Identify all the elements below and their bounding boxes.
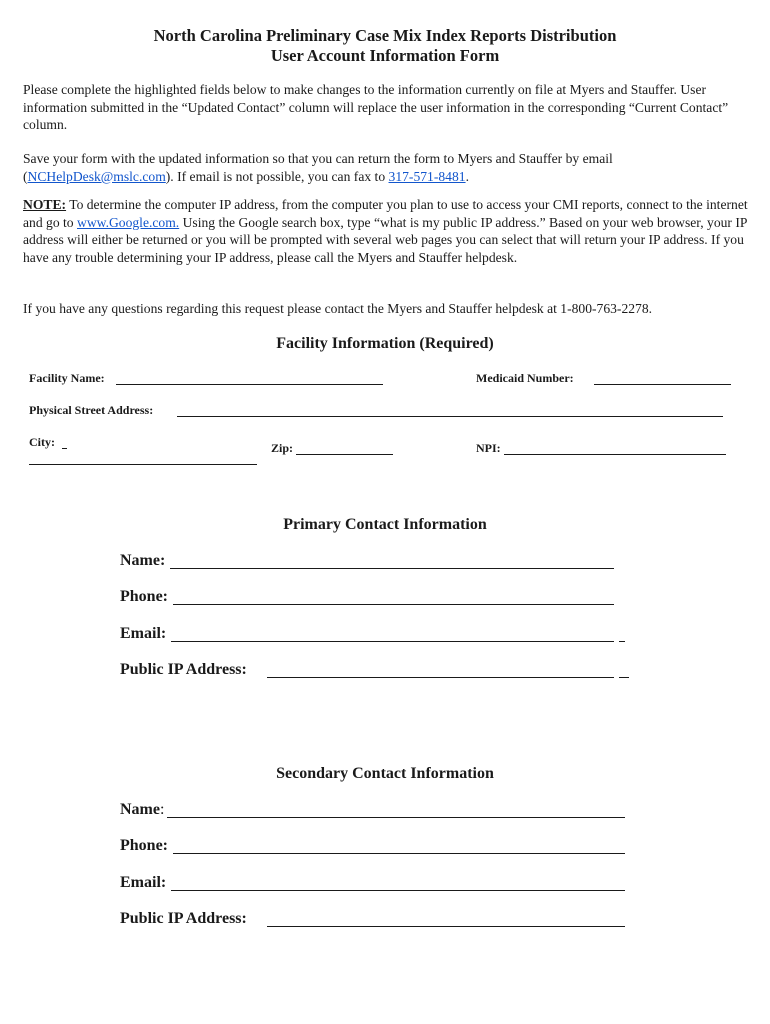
zip-label: Zip: [271, 441, 294, 455]
note-text-end: Using the Google search box, type “what is my public IP address.” Based on your web browser, your IP address will either be returned or you will be prompted with several web pages you can select that will return your IP address. If you have any trouble determining your IP address, please call the Myers and Stauffer helpdesk. [23, 214, 747, 265]
helpdesk-email-link[interactable]: NCHelpDesk@mslc.com [27, 168, 166, 184]
secondary-name-colon: : [159, 801, 165, 818]
city-label: City: [29, 435, 55, 449]
zip-field[interactable] [296, 454, 393, 455]
return-instructions-paragraph [23, 150, 748, 185]
secondary-email-label: Email: [120, 874, 167, 891]
secondary-name-label-text: Name [120, 801, 160, 818]
npi-label: NPI: [476, 441, 501, 455]
secondary-contact-heading: Secondary Contact Information [276, 765, 494, 782]
primary-ip-label: Public IP Address: [120, 661, 247, 678]
secondary-ip-label: Public IP Address: [120, 910, 247, 927]
street-address-label: Physical Street Address: [29, 403, 154, 417]
form-title-line-2: User Account Information Form [270, 46, 500, 65]
helpdesk-contact-paragraph: If you have any questions regarding this request please contact the Myers and Stauffer helpdesk at 1-800-763-2278. [23, 301, 653, 316]
primary-phone-field[interactable] [173, 604, 614, 605]
facility-name-label: Facility Name: [29, 371, 105, 385]
primary-contact-heading: Primary Contact Information [283, 516, 487, 533]
secondary-name-field[interactable] [167, 817, 625, 818]
instructions-paragraph: Please complete the highlighted fields below to make changes to the information currently on file at Myers and Stauffer. User information submitted in the “Updated Contact” column will replace the user information in the corresponding “Current Contact” column. [23, 82, 729, 132]
primary-name-field[interactable] [170, 568, 614, 569]
medicaid-number-label: Medicaid Number: [476, 371, 574, 385]
primary-ip-field[interactable] [267, 677, 614, 678]
facility-section-heading: Facility Information (Required) [276, 335, 494, 352]
secondary-email-field[interactable] [171, 890, 625, 891]
return-text-end: . [465, 168, 469, 184]
primary-phone-label: Phone: [120, 588, 168, 605]
return-text-middle: ). If email is not possible, you can fax to [165, 168, 389, 184]
npi-field[interactable] [504, 454, 726, 455]
city-field[interactable] [29, 464, 257, 465]
secondary-phone-field[interactable] [173, 853, 625, 854]
facility-name-field[interactable] [116, 384, 383, 385]
primary-email-field[interactable] [171, 641, 614, 642]
medicaid-number-field[interactable] [594, 384, 731, 385]
primary-email-field-tail [619, 641, 625, 642]
street-address-field[interactable] [177, 416, 723, 417]
secondary-phone-label: Phone: [120, 837, 168, 854]
note-text-start: To determine the computer IP address, from the computer you plan to use to access your CMI reports, connect to the internet and go to [23, 197, 748, 230]
note-paragraph [23, 196, 748, 266]
secondary-ip-field[interactable] [267, 926, 625, 927]
note-label: NOTE: [23, 197, 67, 212]
primary-email-label: Email: [120, 625, 167, 642]
city-field-stub [62, 448, 67, 449]
fax-number-link[interactable]: 317-571-8481 [388, 168, 466, 184]
form-title-line-1: North Carolina Preliminary Case Mix Index Reports Distribution [153, 26, 617, 45]
google-link[interactable]: www.Google.com. [77, 214, 180, 230]
primary-name-label: Name: [120, 552, 166, 569]
secondary-name-label [120, 801, 164, 819]
return-text-start: Save your form with the updated information so that you can return the form to Myers and Stauffer by email ( [23, 151, 613, 184]
primary-ip-field-tail [619, 677, 629, 678]
